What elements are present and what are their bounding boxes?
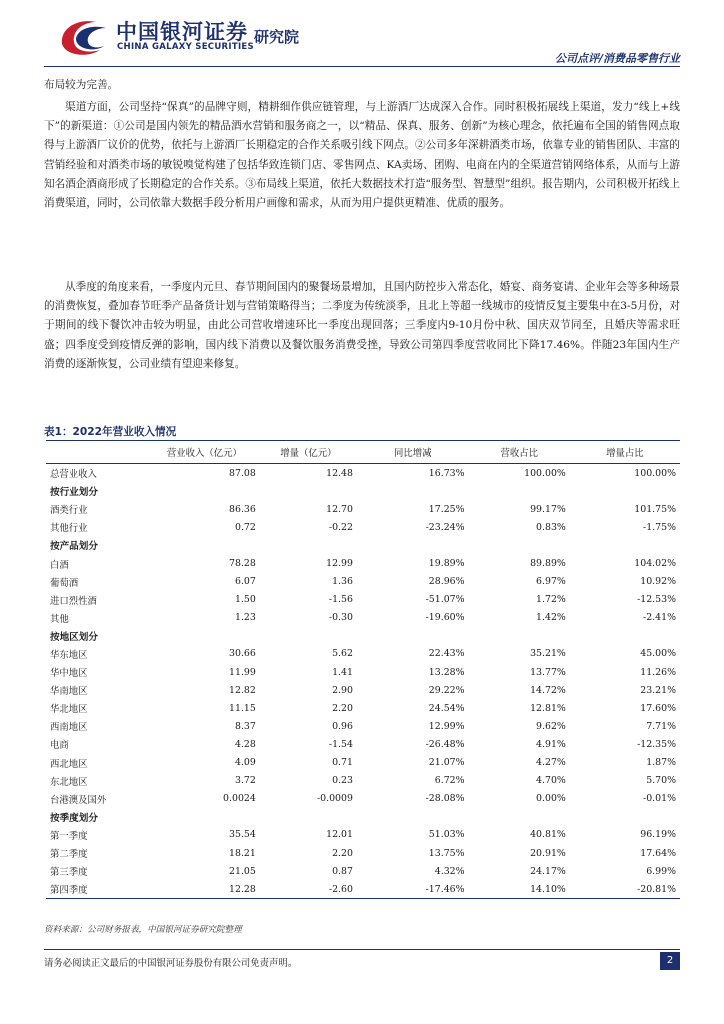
paragraph-text: 从季度的角度来看，一季度内元旦、春节期间国内的聚餐场景增加，且国内防控步入常态化，婚宴、商务宴请、企业年会等多种场景的消费恢复，叠加春节旺季产品备货计划与营销策略得当；二季度为传统淡季，且北上等超一线城市的疫情反复主要集中在3-5月份，对于期间的线下餐饮冲击较为明显，由此公司营收增速环比一季度出现回落；三季度内9-10月份中秋、国庆双节同至，且婚庆等需求旺盛；四季度受到疫情反弹的影响，国内线下消费以及餐饮服务消费受挫，导致公司第四季度营收同比下降17.46%。伴随23年国内生产消费的逐渐恢复，公司业绩有望迎来修复。 [44, 281, 680, 370]
logo-english-name: CHINA GALAXY SECURITIES [117, 42, 254, 52]
cell-value: 8.37 [234, 720, 256, 732]
cell-value: 4.27% [536, 757, 566, 769]
cell-value: -12.35% [637, 738, 676, 750]
paragraph-1 [44, 76, 680, 95]
cell-value: 21.07% [428, 757, 465, 769]
cell-value: 14.72% [530, 684, 566, 696]
cell-value: 9.62% [536, 720, 566, 732]
row-label: 西北地区 [50, 758, 88, 770]
revenue-table [46, 440, 680, 899]
cell-value: 7.71% [646, 720, 676, 732]
cell-value: 35.54 [229, 829, 256, 841]
cell-value: 100.00% [634, 467, 676, 479]
column-header: 同比增减 [357, 441, 469, 464]
cell-value: -0.01% [643, 793, 676, 805]
cell-value: 22.43% [428, 648, 465, 660]
row-label: 华北地区 [50, 704, 88, 716]
table-row [46, 790, 680, 808]
header-divider [44, 66, 680, 67]
table-row [46, 500, 680, 518]
row-label: 华南地区 [50, 686, 88, 698]
cell-value: 1.72% [536, 594, 566, 606]
cell-value: 17.64% [640, 847, 676, 859]
cell-value: 0.23 [332, 775, 353, 787]
paragraph-text: 渠道方面，公司坚持“保真”的品牌守则，精耕细作供应链管理，与上游酒厂达成深入合作。同时积极拓展线上渠道，发力“线上+线下”的新渠道：①公司是国内领先的精品酒水营销和服务商之一，以“精品、保真、服务、创新”为核心理念，依托遍布全国的销售网点取得与上游酒厂议价的优势，依托与上游酒厂长期稳定的合作关系吸引线下网点。②公司多年深耕酒类市场，依靠专业的销售团队、丰富的营销经验和对酒类市场的敏锐嗅觉构建了包括华致连锁门店、零售网点、KA卖场、团购、电商在内的全渠道营销网络体系，从而与上游知名酒企酒商形成了长期稳定的合作关系。③布局线上渠道，依托大数据技术打造“服务型、智慧型”组织。报告期内，公司积极开拓线上消费渠道，同时，公司依靠大数据手段分析用户画像和需求，从而为用户提供更精准、优质的服务。 [44, 101, 680, 210]
cell-value: 30.66 [229, 648, 256, 660]
paragraph-2 [44, 98, 680, 213]
table-group-row [46, 808, 680, 826]
cell-value: 12.99% [428, 720, 465, 732]
cell-value: 13.28% [428, 666, 465, 678]
row-label: 白酒 [50, 559, 69, 571]
cell-value: -2.41% [643, 612, 676, 624]
table-body [46, 464, 680, 899]
group-label: 按地区划分 [50, 631, 98, 643]
cell-value: -20.81% [570, 880, 680, 899]
cell-value: 0.83% [536, 521, 566, 533]
cell-value: 35.21% [530, 648, 566, 660]
table-row [46, 464, 680, 483]
cell-value: 2.90 [332, 684, 353, 696]
cell-value: 19.89% [428, 558, 465, 570]
footer-disclaimer: 请务必阅读正文最后的中国银河证券股份有限公司免责声明。 [44, 958, 298, 969]
cell-value: 0.87 [332, 865, 353, 877]
cell-value: -2.60 [260, 880, 357, 899]
table-group-row [46, 482, 680, 500]
row-label: 其他行业 [50, 523, 88, 535]
cell-value: 101.75% [634, 503, 676, 515]
row-label: 第四季度 [46, 880, 149, 899]
paragraph-text: 布局较为完善。 [44, 79, 119, 91]
row-label: 电商 [50, 740, 69, 752]
cell-value: -1.54 [328, 738, 353, 750]
cell-value: 14.10% [469, 880, 570, 899]
cell-value: -0.0009 [316, 793, 353, 805]
cell-value: -12.53% [637, 594, 676, 606]
row-label: 东北地区 [50, 776, 88, 788]
cell-value: 12.99 [326, 558, 353, 570]
paragraph-3 [44, 278, 680, 374]
cell-value: 5.70% [646, 775, 676, 787]
group-label: 按季度划分 [50, 812, 98, 824]
table-row [46, 518, 680, 536]
cell-value: 12.01 [326, 829, 353, 841]
cell-value: 21.05 [229, 865, 256, 877]
row-label: 华东地区 [50, 649, 88, 661]
cell-value: 6.97% [536, 576, 566, 588]
cell-value: 24.54% [428, 702, 465, 714]
column-header: 营业收入（亿元） [149, 441, 260, 464]
cell-value: 11.99 [229, 666, 256, 678]
report-category: 公司点评/消费品零售行业 [554, 52, 680, 65]
table-row [46, 880, 680, 899]
cell-value: 13.75% [428, 847, 465, 859]
logo-institute: 研究院 [254, 28, 300, 46]
table-row [46, 826, 680, 844]
cell-value: 78.28 [229, 558, 256, 570]
table-row [46, 862, 680, 880]
cell-value: 6.07 [234, 576, 256, 588]
cell-value: 11.15 [229, 702, 256, 714]
table-title: 表1：2022年营业收入情况 [44, 426, 177, 438]
cell-value: -1.56 [328, 594, 353, 606]
cell-value: 96.19% [640, 829, 676, 841]
cell-value: 100.00% [524, 467, 566, 479]
cell-value: 3.72 [234, 775, 256, 787]
table-row [46, 699, 680, 717]
table-row [46, 591, 680, 609]
cell-value: 0.72 [234, 521, 256, 533]
cell-value: 51.03% [428, 829, 465, 841]
column-header [46, 441, 149, 464]
row-label: 西南地区 [50, 722, 88, 734]
cell-value: 0.71 [332, 757, 353, 769]
cell-value: 17.60% [640, 702, 676, 714]
cell-value: 23.21% [640, 684, 676, 696]
cell-value: 4.09 [234, 757, 256, 769]
cell-value: 4.91% [536, 738, 566, 750]
row-label: 第三季度 [50, 867, 88, 879]
cell-value: 16.73% [428, 467, 465, 479]
cell-value: 87.08 [229, 467, 256, 479]
cell-value: 4.70% [536, 775, 566, 787]
cell-value: -26.48% [425, 738, 465, 750]
row-label: 其他 [50, 613, 69, 625]
table-row [46, 645, 680, 663]
footer-divider [44, 949, 680, 950]
row-label: 进口烈性酒 [50, 595, 97, 607]
cell-value: 0.0024 [223, 793, 256, 805]
table-header-row [46, 441, 680, 464]
cell-value: 104.02% [634, 558, 676, 570]
cell-value: -1.75% [643, 521, 676, 533]
row-label: 葡萄酒 [50, 577, 79, 589]
row-label: 酒类行业 [50, 505, 88, 517]
cell-value: 20.91% [530, 847, 566, 859]
galaxy-logo-icon [56, 14, 110, 58]
cell-value: 12.81% [530, 702, 566, 714]
table-group-row [46, 627, 680, 645]
cell-value: 12.82 [229, 684, 256, 696]
cell-value: 1.41 [332, 666, 353, 678]
cell-value: -17.46% [357, 880, 469, 899]
cell-value: 99.17% [530, 503, 566, 515]
table-row [46, 663, 680, 681]
cell-value: 45.00% [640, 648, 676, 660]
table-row [46, 609, 680, 627]
page-number: 2 [660, 952, 680, 970]
cell-value: 10.92% [640, 576, 676, 588]
cell-value: -0.22 [328, 521, 353, 533]
cell-value: 17.25% [428, 503, 465, 515]
cell-value: 4.32% [434, 865, 465, 877]
table-row [46, 754, 680, 772]
column-header: 增量（亿元） [260, 441, 357, 464]
row-label: 第一季度 [50, 830, 88, 842]
cell-value: 89.89% [530, 558, 566, 570]
table-row [46, 772, 680, 790]
cell-value: 86.36 [229, 503, 256, 515]
cell-value: 1.87% [646, 757, 676, 769]
row-label: 华中地区 [50, 668, 88, 680]
table-row [46, 717, 680, 735]
cell-value: 12.28 [149, 880, 260, 899]
table-row [46, 735, 680, 753]
logo-chinese-name: 中国银河证券 [116, 20, 248, 44]
cell-value: 12.70 [326, 503, 353, 515]
row-label: 台港澳及国外 [50, 794, 107, 806]
column-header: 增量占比 [570, 441, 680, 464]
cell-value: -23.24% [425, 521, 465, 533]
cell-value: 1.50 [234, 594, 256, 606]
table-row [46, 554, 680, 572]
table-source-note: 资料来源：公司财务报表，中国银河证券研究院整理 [44, 925, 242, 935]
cell-value: 2.20 [332, 847, 353, 859]
cell-value: 13.77% [530, 666, 566, 678]
cell-value: -19.60% [425, 612, 465, 624]
cell-value: 40.81% [530, 829, 566, 841]
page-header [0, 0, 724, 70]
cell-value: 6.72% [434, 775, 465, 787]
cell-value: 6.99% [646, 865, 676, 877]
table-row [46, 844, 680, 862]
column-header: 营收占比 [469, 441, 570, 464]
cell-value: 12.48 [326, 467, 353, 479]
cell-value: 28.96% [428, 576, 465, 588]
cell-value: 29.22% [428, 684, 465, 696]
cell-value: -0.30 [328, 612, 353, 624]
table-row [46, 681, 680, 699]
cell-value: 1.36 [332, 576, 353, 588]
cell-value: 0.96 [332, 720, 353, 732]
table-group-row [46, 536, 680, 554]
cell-value: -51.07% [425, 594, 465, 606]
group-label: 按行业划分 [50, 487, 98, 499]
cell-value: 2.20 [332, 702, 353, 714]
cell-value: -28.08% [425, 793, 465, 805]
cell-value: 11.26% [640, 666, 676, 678]
cell-value: 24.17% [530, 865, 566, 877]
cell-value: 1.42% [536, 612, 566, 624]
cell-value: 0.00% [536, 793, 566, 805]
cell-value: 5.62 [332, 648, 353, 660]
cell-value: 4.28 [234, 738, 256, 750]
cell-value: 18.21 [229, 847, 256, 859]
cell-value: 1.23 [234, 612, 256, 624]
row-label: 第二季度 [50, 849, 88, 861]
row-label: 总营业收入 [50, 469, 97, 481]
table-row [46, 573, 680, 591]
group-label: 按产品划分 [50, 541, 98, 553]
